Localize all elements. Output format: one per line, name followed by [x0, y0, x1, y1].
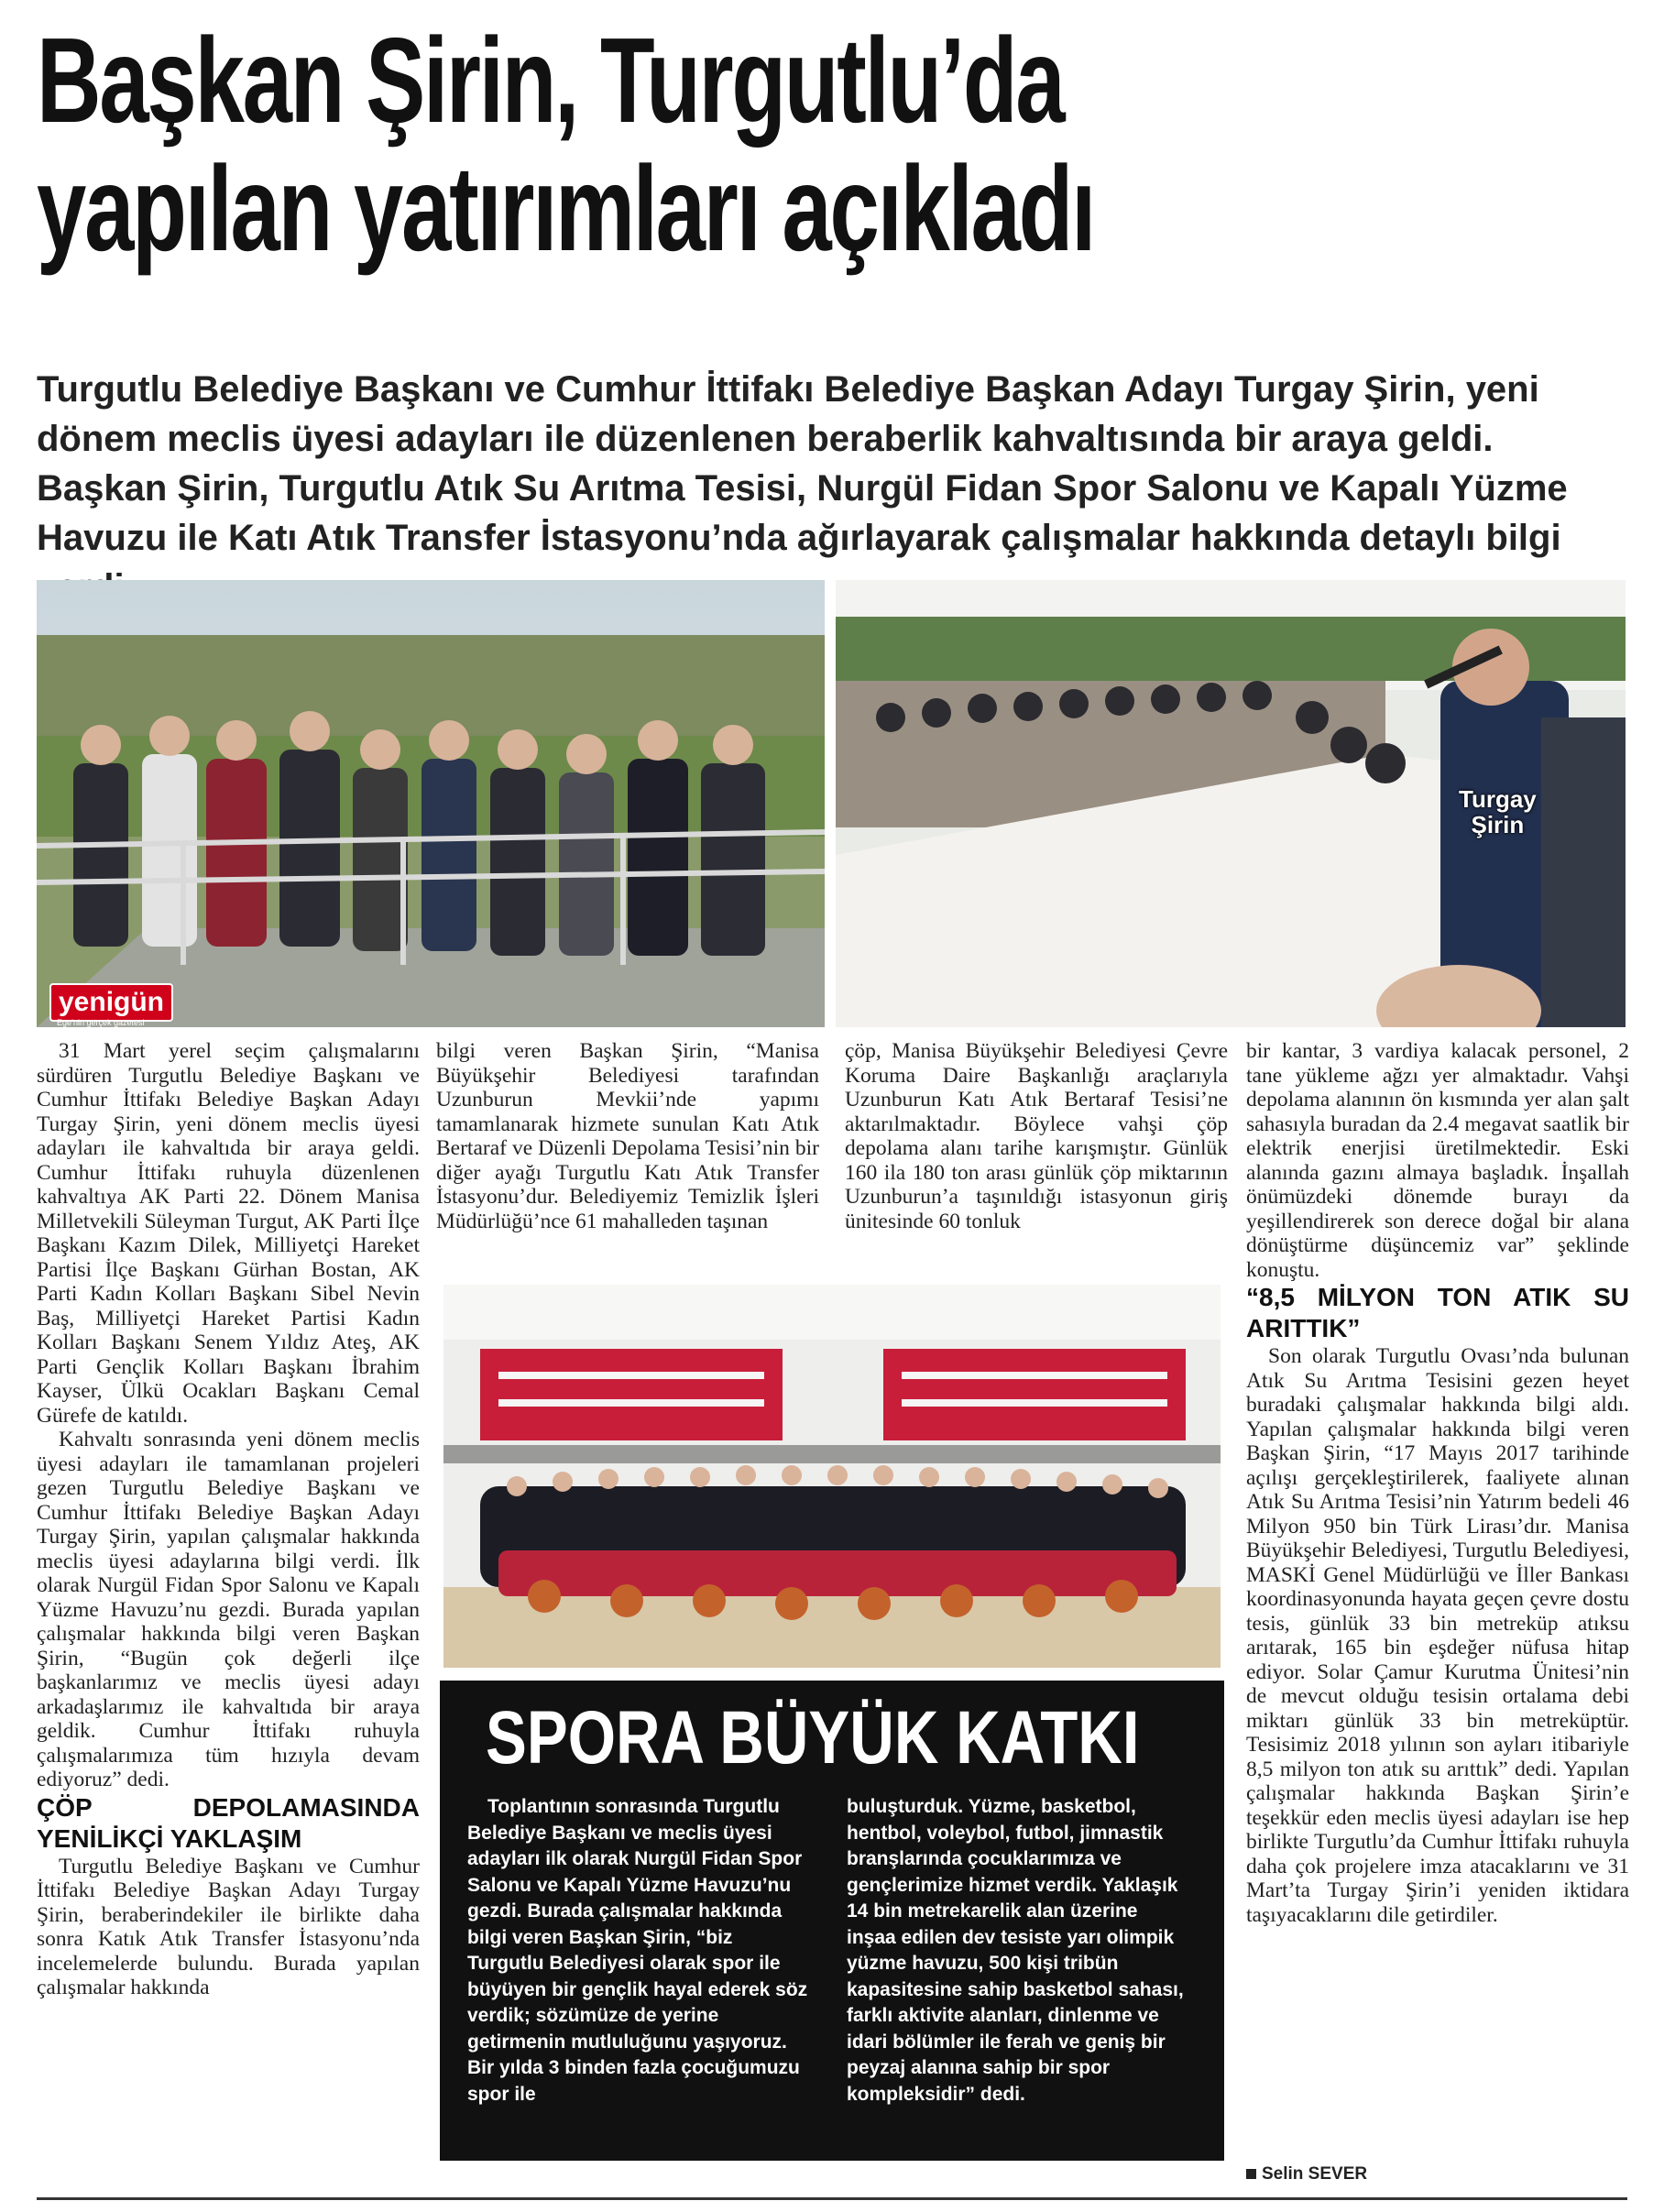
col1-paragraph-3: Turgutlu Belediye Başkanı ve Cumhur İttifakı Belediye Başkan Adayı Turgay Şirin, beraberindekiler ile birlikte daha sonra Katık Atık Transfer İstasyonu’nda incelemelerde bulundu. Burada yapılan çalışmalar hakkında: [37, 1854, 420, 1999]
subhead-cop-depolamasinda: ÇÖP DEPOLAMASINDA YENİLİKÇİ YAKLAŞIM: [37, 1792, 420, 1853]
sidebar-column-1: [467, 1794, 808, 2108]
newspaper-logo-subtitle: Ege’nin gerçek gazetesi: [57, 1018, 145, 1027]
article-column-4: [1246, 1039, 1629, 1927]
speaker-name-line-1: Turgay: [1459, 785, 1537, 813]
col1-paragraph-2: Kahvaltı sonrasında yeni dönem meclis üyesi adayları ile tamamlanan projeleri gezen Turgutlu Belediye Başkanı ve Cumhur İttifakı Belediye Başkan Adayı Turgay Şirin, yapılan çalışmalar hakkında meclis üyesi adaylarına bilgi verdi. İlk olarak Nurgül Fidan Spor Salonu ve Kapalı Yüzme Havuzu’nu gezdi. Burada yapılan çalışmalar hakkında bilgi veren Başkan Şirin, “Bugün çok değerli ilçe başkanlarımız ve meclis üyesi adayı arkadaşlarımız ile kahvaltıda bir araya geldik. Cumhur İttifakı ruhuyla çalışmalarımıza tüm hızıyla devam ediyoruz” dedi.: [37, 1428, 420, 1791]
headline: [37, 13, 1217, 276]
photo-breakfast-speech: [836, 580, 1626, 1027]
sidebar-paragraph-2: buluşturduk. Yüzme, basketbol, hentbol, voleybol, futbol, jimnastik branşlarında çocuklarımıza ve gençlerimize hizmet verdik. Yaklaşık 14 bin metrekarelik alan üzerine inşaa edilen dev tesiste yarı olimpik yüzme havuzu, 500 kişi tribün kapasitesine sahip basketbol sahası, farklı aktivite alanları, dinlenme ve idari bölümler ile ferah ve geniş bir peyzaj alanına sahip bir spor kompleksidir” dedi.: [847, 1796, 1184, 2105]
photo-sports-hall-image: [443, 1285, 1221, 1668]
col2-paragraph-1: bilgi veren Başkan Şirin, “Manisa Büyükşehir Belediyesi tarafından Uzunburun Mevkii’nde yapımı tamamlanarak hizmete sunulan Katı Atık Bertaraf ve Düzenli Depolama Tesisi’nin bir diğer ayağı Turgutlu Katı Atık Transfer İstasyonu’dur. Belediyemiz Temizlik İşleri Müdürlüğü’nce 61 mahalleden taşınan: [436, 1039, 819, 1233]
photo-group-railing-image: [37, 580, 825, 1027]
subhead-8-5-milyon-ton: “8,5 MİLYON TON ATIK SU ARITTIK”: [1246, 1283, 1629, 1342]
byline-square-icon: [1246, 2169, 1256, 2179]
article-column-1: [37, 1039, 420, 2000]
sidebar-paragraph-1: Toplantının sonrasında Turgutlu Belediye Başkanı ve meclis üyesi adayları ilk olarak Nurgül Fidan Spor Salonu ve Kapalı Yüzme Havuzu’nu gezdi. Burada çalışmalar hakkında bilgi veren Başkan Şirin, “biz Turgutlu Belediyesi olarak spor ile büyüyen bir gençlik hayal ederek söz verdik; sözümüze de yerine getirmenin mutluluğunu yaşıyoruz. Bir yılda 3 binden fazla çocuğumuzu spor ile: [467, 1796, 808, 2105]
sidebar-title: SPORA BÜYÜK KATKI: [486, 1696, 1140, 1779]
headline-line-1: Başkan Şirin, Turgutlu’da: [37, 13, 1064, 148]
col4-paragraph-1: bir kantar, 3 vardiya kalacak personel, 2 tane yükleme ağzı yer almaktadır. Vahşi depolama alanının ön kısmında yer alan şalt sahasıyla buradan da 2.4 megavat saatlik bir elektrik enerjisi üretilmektedir. Eski alanında gazını almaya başladık. İnşallah önümüzdeki dönemde burayı da yeşillendirerek son derece doğal bir alana dönüştürme düşüncemiz var” şeklinde konuştu.: [1246, 1039, 1629, 1282]
article-column-2: [436, 1039, 819, 1233]
byline: [1246, 2164, 1367, 2185]
photo-group-railing: [37, 580, 825, 1027]
article-deck: Turgutlu Belediye Başkanı ve Cumhur İttifakı Belediye Başkan Adayı Turgay Şirin, yeni dönem meclis üyesi adayları ile düzenlenen beraberlik kahvaltısında bir araya geldi. Başkan Şirin, Turgutlu Atık Su Arıtma Tesisi, Nurgül Fidan Spor Salonu ve Kapalı Yüzme Havuzu ile Katı Atık Transfer İstasyonu’nda ağırlayarak çalışmalar hakkında detaylı bilgi: [37, 369, 1568, 558]
col3-paragraph-1: çöp, Manisa Büyükşehir Belediyesi Çevre Koruma Daire Başkanlığı araçlarıyla Uzunburun Katı Atık Bertaraf Tesisi’ne aktarılmaktadır. Böylece vahşi çöp depolama alanı tarihe karışmıştır. Günlük 160 ila 180 ton arası günlük çöp miktarının Uzunburun’a taşınıldığı istasyonun giriş ünitesinde 60 tonluk: [845, 1039, 1228, 1233]
col1-paragraph-1: 31 Mart yerel seçim çalışmalarını sürdüren Turgutlu Belediye Başkanı ve Cumhur İttifakı Belediye Başkan Adayı Turgay Şirin, yeni dönem meclis üyesi adayları ile kahvaltıda bir araya geldi. Cumhur İttifakı ruhuyla düzenlenen kahvaltıya AK Parti 22. Dönem Manisa Milletvekili Süleyman Turgut, AK Parti İlçe Başkanı Kazım Dilek, Milliyetçi Hareket Partisi İlçe Başkanı Gürhan Bostan, AK Parti Kadın Kolları Başkanı Sibel Nevin Baş, Milliyetçi Hareket Partisi Kadın Kolları Başkanı Senem Yıldız Ateş, AK Parti Gençlik Kolları Başkanı İbrahim Kayser, Ülkü Ocakları Başkanı Cemal Gürefe de katıldı.: [37, 1039, 420, 1428]
headline-line-2: yapılan yatırımları açıkladı: [37, 141, 1095, 276]
bottom-rule: [37, 2197, 1627, 2200]
col4-paragraph-2: Son olarak Turgutlu Ovası’nda bulunan Atık Su Arıtma Tesisini gezen heyet buradaki çalışmalar hakkında bilgi aldı. Yapılan çalışmalar hakkında bilgi veren Başkan Şirin, “17 Mayıs 2017 tarihinde açılışı gerçekleştirilerek, faaliyete alınan Atık Su Arıtma Tesisi’nin Yatırım bedeli 46 Milyon 950 bin Türk Lirası’dır. Manisa Büyükşehir Belediyesi, Turgutlu Belediyesi, MASKİ Genel Müdürlüğü ve İller Bankası koordinasyonunda hayata geçen çevre dostu tesis, günlük 33 bin metreküp atıksu arıtarak, 165 bin eşdeğer nüfusa hitap ediyor. Solar Çamur Kurutma Ünitesi’nin de mevcut olduğu tesisin ortalama debi miktarı günlük 33 bin metreküptür. Tesisimiz 2018 yılının son ayları itibariyle 8,5 milyon ton atık su arıttık” dedi. Yapılan çalışmalar hakkında Başkan Şirin’e teşekkür eden meclis üyesi adayları ise hep birlikte Turgutlu’da Cumhur İttifakı ruhuyla daha çok projelere imza atacaklarını ve 31 Mart’ta Turgay Şirin’i yeniden iktidara taşıyacaklarını dile getirdiler.: [1246, 1344, 1629, 1927]
speaker-name-line-2: Şirin: [1471, 811, 1525, 838]
sidebar-column-2: [847, 1794, 1188, 2108]
speaker-name-tag: [1459, 786, 1537, 838]
byline-author: Selin SEVER: [1262, 2164, 1368, 2184]
article-column-3: [845, 1039, 1228, 1233]
photo-sports-hall: [443, 1285, 1221, 1668]
sidebar-box-spora-buyuk-katki: [440, 1681, 1224, 2161]
newspaper-logo: yenigün: [49, 983, 173, 1022]
